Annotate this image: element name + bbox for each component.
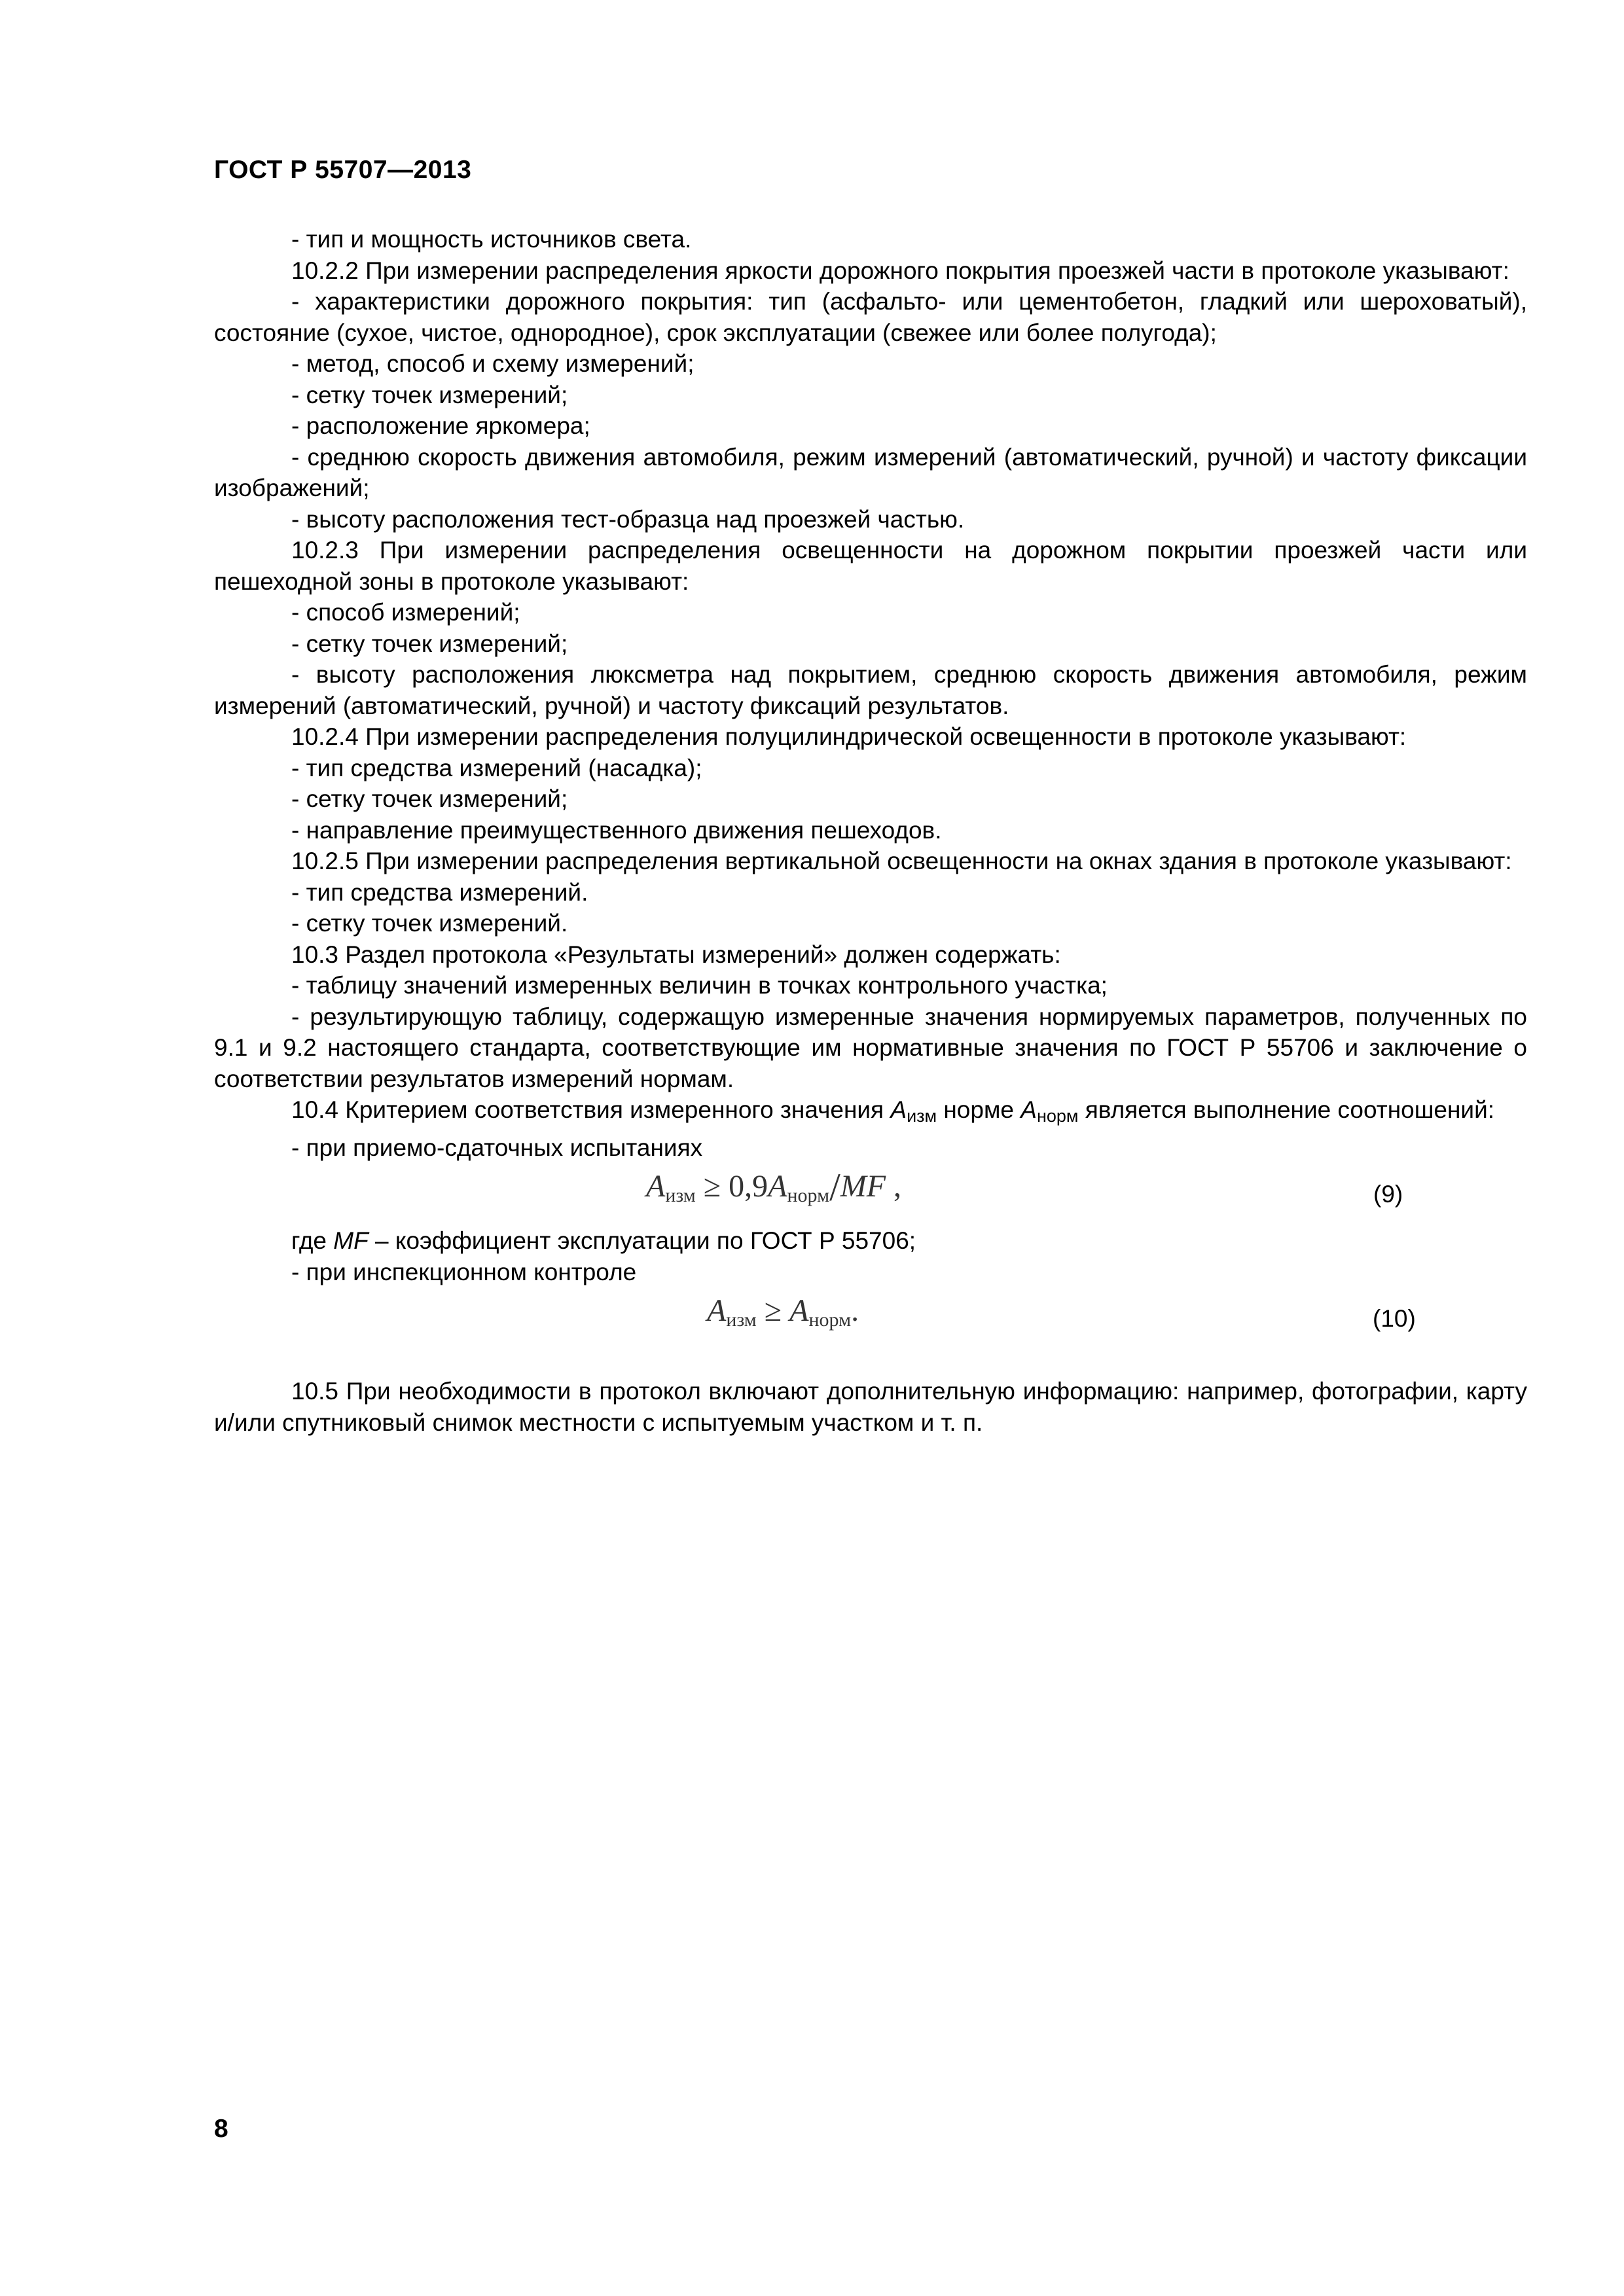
formula-subscript: изм bbox=[726, 1309, 757, 1331]
list-item: - высоту расположения люксметра над покрытием, среднюю скорость движения автомобиля, режим измерений (автоматический, ручной) и частоту фиксаций результатов. bbox=[214, 661, 1527, 719]
formula-punctuation: . bbox=[851, 1293, 859, 1328]
subscript-izm: изм bbox=[907, 1106, 937, 1126]
symbol-a: A bbox=[890, 1096, 907, 1123]
list-item: - высоту расположения тест-образца над проезжей частью. bbox=[291, 505, 965, 533]
equation-number: (10) bbox=[1373, 1305, 1416, 1332]
equation-number: (9) bbox=[1373, 1181, 1403, 1208]
formula-coefficient: 0,9 bbox=[729, 1169, 768, 1204]
formula-subscript: норм bbox=[787, 1185, 830, 1206]
text-run: норме bbox=[937, 1096, 1021, 1123]
list-item: - тип средства измерений (насадка); bbox=[291, 754, 702, 781]
formula-symbol: A bbox=[789, 1293, 809, 1328]
paragraph-10-2-4: 10.2.4 При измерении распределения полуцилиндрической освещенности в протоколе указывают: bbox=[291, 723, 1407, 750]
page-number: 8 bbox=[214, 2115, 228, 2143]
list-item: - характеристики дорожного покрытия: тип (асфальто- или цементобетон, гладкий или шероховатый), состояние (сухое, чистое, однородное), срок эксплуатации (свежее или более полугода); bbox=[214, 288, 1527, 346]
formula-10-row bbox=[214, 1287, 1527, 1350]
formula-subscript: изм bbox=[665, 1185, 696, 1206]
paragraph-10-2-2: 10.2.2 При измерении распределения яркости дорожного покрытия проезжей части в протоколе указывают: bbox=[291, 257, 1509, 284]
paragraph-10-5: 10.5 При необходимости в протокол включают дополнительную информацию: например, фотографии, карту и/или спутниковый снимок местности с испытуемым участком и т. п. bbox=[214, 1378, 1527, 1436]
list-item: - расположение яркомера; bbox=[291, 412, 590, 439]
list-item: - таблицу значений измеренных величин в точках контрольного участка; bbox=[291, 972, 1108, 999]
list-item: - направление преимущественного движения пешеходов. bbox=[291, 816, 942, 844]
formula-9 bbox=[646, 1166, 902, 1211]
formula-definition bbox=[214, 1225, 1527, 1257]
formula-10 bbox=[707, 1295, 859, 1336]
text-run: где bbox=[291, 1227, 334, 1254]
list-item: - среднюю скорость движения автомобиля, режим измерений (автоматический, ручной) и частоту фиксации изображений; bbox=[214, 443, 1527, 501]
list-item: - сетку точек измерений. bbox=[291, 910, 568, 937]
formula-symbol: A bbox=[768, 1169, 787, 1204]
formula-symbol: MF bbox=[840, 1169, 886, 1204]
list-item: - тип средства измерений. bbox=[291, 878, 588, 906]
symbol-mf: MF bbox=[333, 1227, 369, 1254]
paragraph-10-3: 10.3 Раздел протокола «Результаты измерений» должен содержать: bbox=[291, 941, 1061, 968]
formula-symbol: A bbox=[707, 1293, 727, 1328]
symbol-a: A bbox=[1020, 1096, 1037, 1123]
spacer bbox=[214, 1350, 1527, 1376]
list-item: - сетку точек измерений; bbox=[291, 630, 568, 657]
formula-operator: ≥ bbox=[764, 1293, 782, 1328]
formula-9-row bbox=[214, 1163, 1527, 1225]
list-item: - метод, способ и схему измерений; bbox=[291, 350, 695, 377]
list-item: - результирующую таблицу, содержащую измеренные значения нормируемых параметров, полученных по 9.1 и 9.2 настоящего стандарта, соответствующие им нормативные значения по ГОСТ Р 55706 и заключение о соответствии результатов измерений нормам. bbox=[214, 1003, 1527, 1092]
list-item: - при инспекционном контроле bbox=[291, 1258, 637, 1285]
list-item: - сетку точек измерений; bbox=[291, 785, 568, 812]
formula-operator: ≥ bbox=[703, 1169, 721, 1204]
text-run: – коэффициент эксплуатации по ГОСТ Р 55706; bbox=[368, 1227, 916, 1254]
subscript-norm: норм bbox=[1036, 1106, 1079, 1126]
paragraph-10-2-3: 10.2.3 При измерении распределения освещенности на дорожном покрытии проезжей части или пешеходной зоны в протоколе указывают: bbox=[214, 537, 1527, 595]
paragraph-10-2-5: 10.2.5 При измерении распределения вертикальной освещенности на окнах здания в протоколе указывают: bbox=[291, 848, 1512, 874]
formula-symbol: A bbox=[646, 1169, 666, 1204]
formula-punctuation: , bbox=[893, 1169, 902, 1204]
document-header: ГОСТ Р 55707—2013 bbox=[214, 156, 472, 184]
list-item: - способ измерений; bbox=[291, 599, 520, 626]
paragraph-10-4 bbox=[214, 1094, 1527, 1132]
text-run: 10.4 Критерием соответствия измеренного значения bbox=[291, 1096, 891, 1123]
formula-slash: / bbox=[829, 1166, 840, 1209]
list-item: - при приемо-сдаточных испытаниях bbox=[291, 1134, 703, 1161]
formula-subscript: норм bbox=[808, 1309, 852, 1331]
document-body bbox=[214, 224, 1527, 1438]
text-run: является выполнение соотношений: bbox=[1078, 1096, 1495, 1123]
list-item: - сетку точек измерений; bbox=[291, 381, 568, 408]
list-item: - тип и мощность источников света. bbox=[291, 226, 692, 253]
